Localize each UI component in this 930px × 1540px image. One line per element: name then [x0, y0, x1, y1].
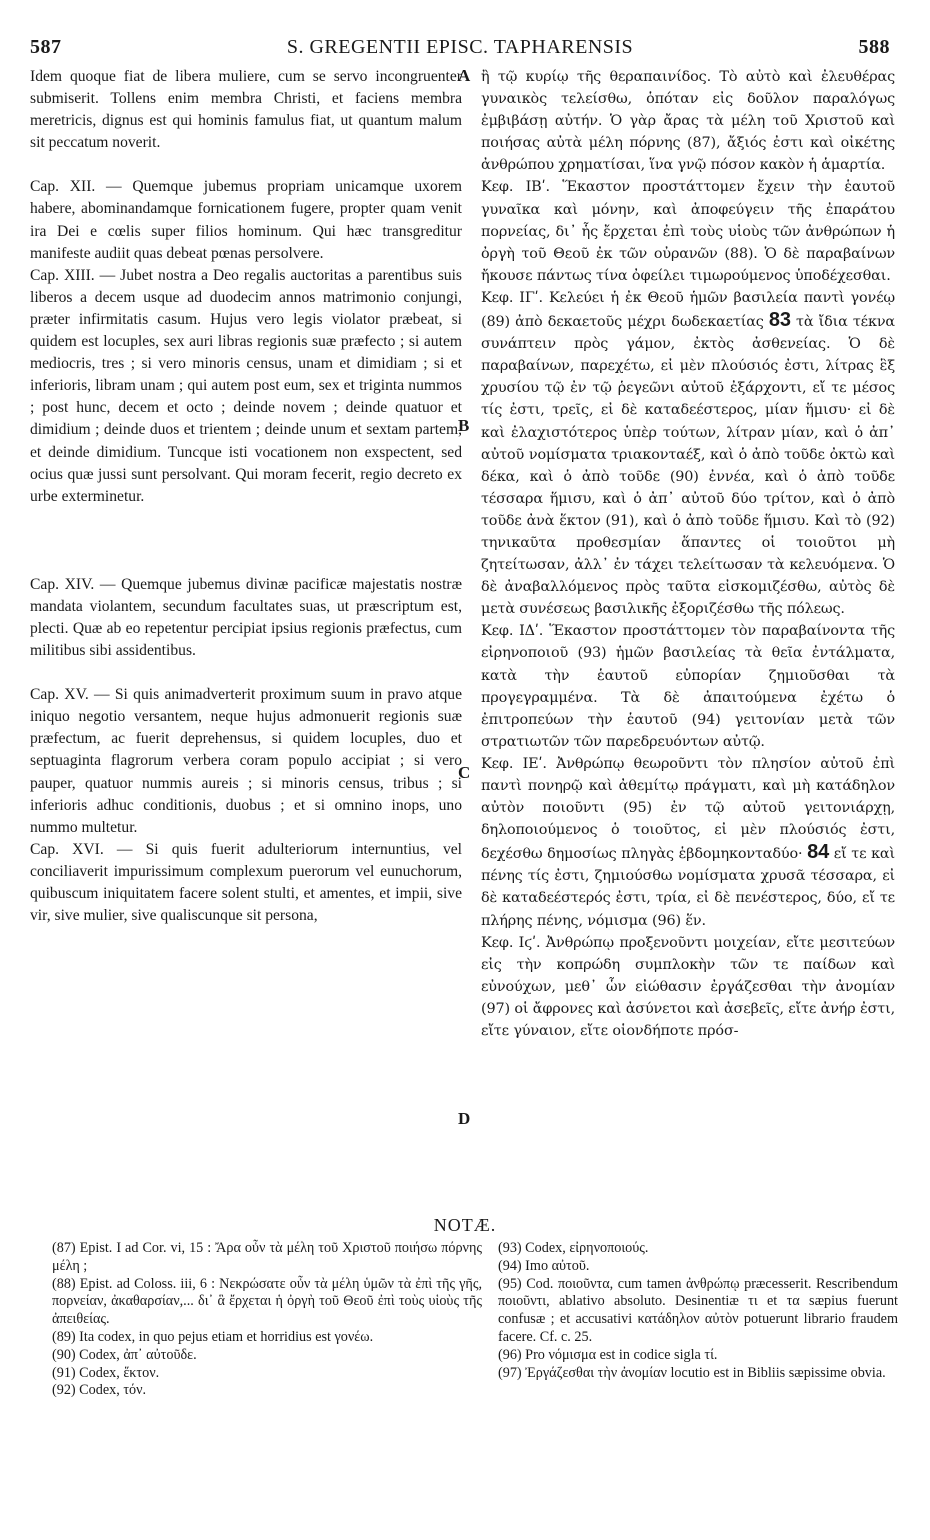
- running-head: [30, 36, 890, 62]
- greek-paragraph: Κεφ. ΙΒʹ. Ἕκαστον προστάττομεν ἔχειν τὴν ἑαυτοῦ γυναῖκα καὶ μόνην, καὶ ἀποφεύγειν τῆς ἐπαράτου πορνείας, δι᾽ ἧς ἔρχεται ἐπὶ τοὺς υἱοὺς τῶν ἀνθρώπων ἡ ὀργὴ τοῦ Θεοῦ ἐκ τῶν οὐρανῶν (88). Ὁ δὲ παραβαίνων ἤκουσε πάντως τίνα ὀφείλει τιμωρούμενος ὑποδέχεσθαι.: [481, 179, 895, 284]
- footnote: (97) Ἐργάζεσθαι τὴν ἀνομίαν locutio est in Bibliis sæpissime obvia.: [498, 1364, 886, 1381]
- column-number: 83: [768, 309, 791, 332]
- footnote: (96) Pro νόμισμα est in codice sigla τί.: [498, 1346, 718, 1363]
- footnote: (95) Cod. ποιοῦντα, cum tamen ἀνθρώπῳ præcesserit. Rescribendum ποιοῦντι, ablativo absoluto. Desinentiæ τι et τα sæpius fuerunt confusæ ; et accusativi κατάδηλον αὐτὸν potuerunt librario fraudem facere. Cf. c. 25.: [498, 1275, 898, 1345]
- section-marker-c: C: [458, 763, 471, 782]
- column-number: 84: [807, 841, 830, 864]
- notes-left-column: [52, 1240, 482, 1400]
- page-number-right: 588: [858, 36, 890, 58]
- latin-paragraph: Cap. XV. — Si quis animadverterit proximum suum in pravo atque iniquo negotio versantem, neque hujus admonuerit regionis suæ præfectum, ac fuerit deprehensus, si quidem locuples, duo et septuaginta flagrorum verbera coram populo accipiat ; si vero pauper, quatuor nummis aureis ; si minoris census, tribus ; si inferioris adhuc conditionis, duobus ; et si omnino inops, uno nummo multetur.: [30, 686, 462, 836]
- greek-paragraph: Κεφ. ΙΕʹ. Ἀνθρώπῳ θεωροῦντι τὸν πλησίον αὐτοῦ ἐπὶ παντὶ πονηρῷ καὶ ἀθεμίτῳ πράγματι, καὶ μὴ κατάδηλον αὐτὸν ποιοῦντι (95) ἐν τῷ αὐτοῦ γειτονιάρχῃ, δηλοποιούμενος ὁ τοιοῦτος, εἰ μὲν πλούσιός ἐστι, δεχέσθω δημοσίως πληγὰς ἑβδομηκονταδύο· 84 εἴ τε καὶ πένης τίς ἐστι, ζημιούσθω νομίσματα χρυσᾶ τέσσαρα, εἰ δὲ καταδεέστερός ἐστι, τρία, εἰ δὲ πενέστερος, δύο, εἴ τε πλήρης πένης, νόμισμα (96) ἕν.: [481, 755, 895, 929]
- footnote: (89) Ita codex, in quo pejus etiam et horridius est γονέω.: [52, 1328, 374, 1345]
- latin-paragraph: Cap. XII. — Quemque jubemus propriam unicamque uxorem habere, abominandamque fornicationem fugere, propter quam venit ira Dei e cœlis super filios hominum. Qui hæc transgreditur manifeste audiit quas debeat pœnas persolvere.: [30, 178, 462, 262]
- greek-column: [481, 66, 895, 1042]
- greek-paragraph: ἢ τῷ κυρίῳ τῆς θεραπαινίδος. Τὸ αὐτὸ καὶ ἐλευθέρας γυναικὸς τελείσθω, ὁπόταν εἰς δοῦλον παραλόγως ἐμβιβάσῃ αὐτήν. Ὁ γὰρ ἄρας τὰ μέλη τοῦ Χριστοῦ καὶ ποιήσας αὐτὰ μέλη πόρνης (87), ἄξιός ἐστι καὶ οἰκέτης ἀνθρώπου χρηματίσαι, ἵνα γνῷ πόσον κακὸν ἡ ἁμαρτία.: [481, 69, 895, 174]
- page-title: S. GREGENTII EPISC. TAPHARENSIS: [286, 36, 634, 58]
- latin-paragraph: Cap. XVI. — Si quis fuerit adulteriorum internuntius, vel conciliaverit impurissimum complexum puerorum vel eunuchorum, quibuscum iniquitatem facere solent stulti, et amentes, et impii, sive vir, sive mulier, sive qualiscunque sit persona,: [30, 840, 462, 925]
- section-marker-a: A: [458, 66, 471, 85]
- section-marker-d: D: [458, 1109, 471, 1128]
- footnote: (93) Codex, εἰρηνοποιούς.: [498, 1240, 649, 1256]
- footnote: (92) Codex, τόν.: [52, 1382, 147, 1399]
- footnote: (88) Epist. ad Coloss. iii, 6 : Νεκρώσατε οὖν τὰ μέλη ὑμῶν τὰ ἐπὶ τῆς γῆς, πορνείαν, ἀκαθαρσίαν,... δι᾽ ἃ ἔρχεται ἡ ὀργὴ τοῦ Θεοῦ ἐπὶ τοὺς υἱοὺς τῆς ἀπειθείας.: [52, 1275, 482, 1328]
- footnote: (90) Codex, ἀπ᾽ αὐτοῦδε.: [52, 1346, 197, 1363]
- greek-paragraph: Κεφ. ΙΓʹ. Κελεύει ἡ ἐκ Θεοῦ ἡμῶν βασιλεία παντὶ γονέῳ (89) ἀπὸ δεκαετοῦς μέχρι δωδεκαετίας 83 τὰ ἴδια τέκνα συνάπτειν πρὸς γάμον, ἐκτὸς ἀσθενείας. Ὁ δὲ παραβαίνων, παρεχέτω, εἰ μὲν πλούσιός ἐστι, λίτρας ἓξ χρυσίου τῷ ἐν τῷ ῥεγεῶνι αὐτοῦ ἐξάρχοντι, εἴ τε μέσος τίς ἐστι, τρεῖς, εἰ δὲ καταδεέστερος, μίαν ἥμισυ· εἰ δὲ καὶ ἐλαχιστότερος ὑπὲρ τούτων, λίτραν μίαν, καὶ ὁ ἀπ᾽ αὐτοῦ νομίσματα τριακονταέξ, καὶ ὁ ἀπὸ τοῦδε ὀκτὼ καὶ δέκα, καὶ ὁ ἀπὸ τοῦδε (90) ἐννέα, καὶ ὁ ἀπὸ τοῦδε τέσσαρα ἥμισυ, καὶ ὁ ἀπ᾽ αὐτοῦ δύο τρίτον, καὶ ὁ ἀπὸ τοῦδε ἀνὰ ἕκτον (91), καὶ ὁ ἀπὸ τοῦδε ἥμισυ. Καὶ τὸ (92) τηνικαῦτα προθεσμίαν ἅπαντες οἱ τοιοῦτοι μὴ ζητείτωσαν, ἀλλ᾽ ἐν τάχει τελείτωσαν τὰ κελευόμενα. Ὁ δὲ ἀναβαλλόμενος πρὸς ταῦτα εἰσκομιζέσθω, αὐτὸς δὲ μετὰ συνέσεως βασιλικῆς ἐξοριζέσθω τῆς πόλεως.: [481, 289, 895, 618]
- page-number-left: 587: [30, 36, 62, 58]
- latin-paragraph: Cap. XIII. — Jubet nostra a Deo regalis auctoritas a parentibus suis liberos a decem usque ad duodecim annos matrimonio conjungi, præter infirmitatis casum. Hujus vero legis violator præbeat, si quidem est locuples, sex auri libras regionis suæ præfecto ; si autem mediocris, tres ; si vero minoris census, unam et dimidiam ; si et inferioris, libram unam ; qui autem post eum, sex et triginta nummos ; post hunc, decem et octo ; deinde novem ; deinde quatuor et dimidium ; deinde duos et trientem ; deinde unum et sextam partem, et deinde dimidium. Tuncque isti vocationem non exspectent, sed ocius quæ jussi sunt persolvant. Qui moram fecerit, regio decreto ex urbe exterminetur.: [30, 266, 462, 505]
- footnote: (94) Imo αὐτοῦ.: [498, 1257, 590, 1274]
- greek-paragraph: Κεφ. Ιϛʹ. Ἀνθρώπῳ προξενοῦντι μοιχείαν, εἴτε μεσιτεύων εἰς τὴν κοπρώδη συμπλοκὴν τῶν τε παίδων καὶ εὐνούχων, μεθ᾽ ὧν εἰώθασιν ἐργάζεσθαι τὴν ἀνομίαν (97) οἱ ἄφρονες καὶ ἀσύνετοι καὶ ἀσεβεῖς, εἴτε ἀνήρ ἐστι, εἴτε γύναιον, εἴτε οἱονδήποτε πρόσ-: [481, 934, 895, 1040]
- latin-column: [30, 66, 462, 927]
- section-marker-b: B: [458, 416, 470, 435]
- notes-title: NOTÆ.: [433, 1215, 497, 1235]
- latin-paragraph: Idem quoque fiat de libera muliere, cum se servo incongruenter submiserit. Tollens enim membra Christi, et faciens membra meretricis, dignus est qui hominis famulus fiat, ut quantum malum sit peccatum noverit.: [30, 68, 462, 152]
- greek-paragraph: Κεφ. ΙΔʹ. Ἕκαστον προστάττομεν τὸν παραβαίνοντα τῆς εἰρηνοποιοῦ (93) ἡμῶν βασιλείας τὰ θεῖα ἐντάλματα, κατὰ τὴν ἑαυτοῦ εὐπορίαν ζημιοῦσθαι τὰ προγεγραμμένα. Τὰ δὲ ἀπαιτούμενα ἐχέτω ὁ ἐπιτροπεύων τὴν ἑαυτοῦ (94) γειτονίαν μετὰ τῶν στρατιωτῶν τῶν παρεδρευόντων αὐτῷ.: [481, 623, 895, 750]
- footnote: (91) Codex, ἕκτον.: [52, 1364, 160, 1381]
- latin-paragraph: Cap. XIV. — Quemque jubemus divinæ pacificæ majestatis nostræ mandata violantem, secundum facultates suas, ut præscriptum est, plecti. Quæ ab eo repetentur percipiat ipsius regionis præfectus, cum militibus sibi assidentibus.: [30, 575, 462, 660]
- notes-right-column: [498, 1240, 898, 1382]
- footnote: (87) Epist. I ad Cor. vi, 15 : Ἄρα οὖν τὰ μέλη τοῦ Χριστοῦ ποιήσω πόρνης μέλη ;: [52, 1240, 482, 1274]
